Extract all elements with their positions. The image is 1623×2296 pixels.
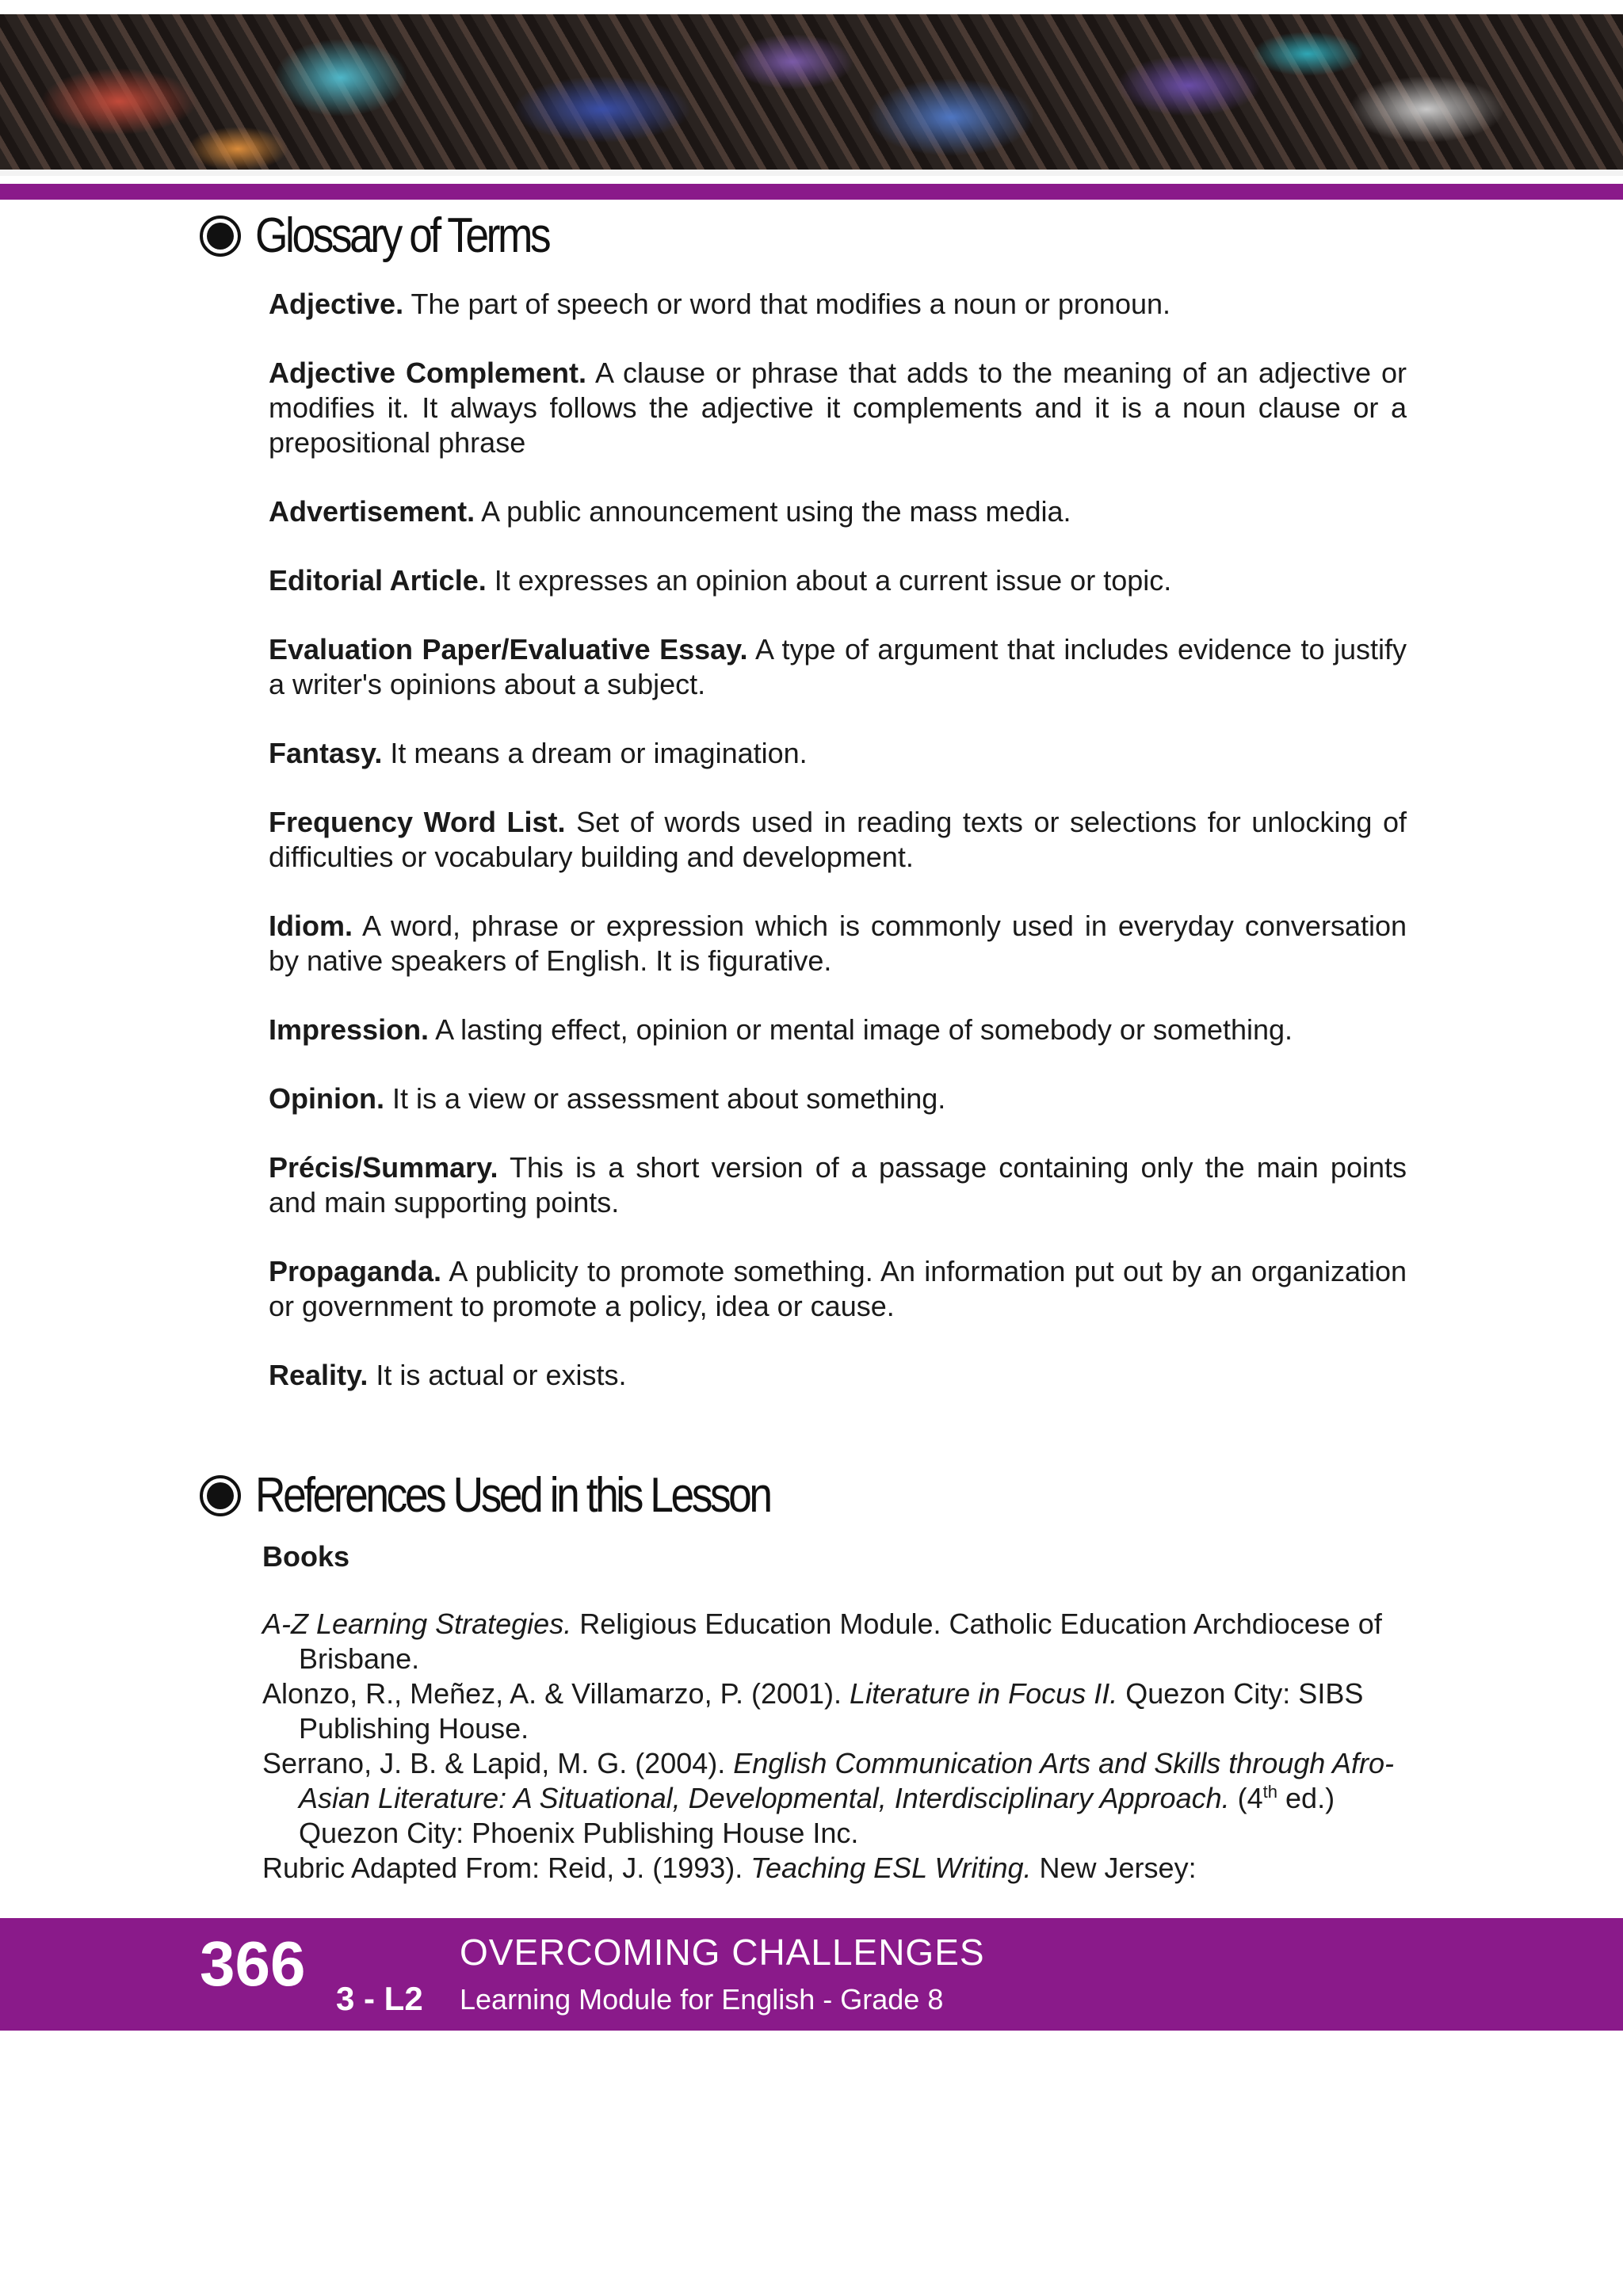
glossary-entry [269, 1358, 1407, 1393]
books-label: Books [262, 1540, 350, 1573]
glossary-definition: Set of words used in reading texts or selections for unlocking of difficulties or vocabulary building and development. [269, 806, 1407, 873]
glossary-term: Impression. [269, 1013, 430, 1046]
page-footer [0, 1918, 1623, 2031]
banner-edge [0, 170, 1623, 176]
glossary-definition: It is a view or assessment about something. [391, 1082, 946, 1115]
glossary-definition: A clause or phrase that adds to the meaning of an adjective or modifies it. It always follows the adjective it complements and it is a noun clause or a prepositional phrase [269, 357, 1407, 459]
glossary-definition: A lasting effect, opinion or mental image of somebody or something. [435, 1013, 1293, 1046]
glossary-term: Fantasy. [269, 737, 383, 769]
glossary-entry [269, 632, 1407, 702]
top-rule [0, 184, 1623, 200]
glossary-entry [269, 736, 1407, 771]
reference-title: Literature in Focus II. [850, 1677, 1118, 1710]
glossary-definition: A word, phrase or expression which is commonly used in everyday conversation by native speakers of English. It is figurative. [269, 910, 1407, 977]
glossary-term: Propaganda. [269, 1255, 442, 1287]
decorative-banner [0, 14, 1623, 170]
glossary-term: Reality. [269, 1359, 369, 1391]
reference-item [262, 1676, 1419, 1746]
reference-details: Quezon City: SIBS Publishing House. [299, 1677, 1364, 1745]
reference-authors: Rubric Adapted From: Reid, J. (1993). [262, 1852, 743, 1884]
reference-item [262, 1746, 1419, 1851]
reference-item [262, 1851, 1419, 1886]
reference-list [262, 1607, 1419, 1886]
reference-item [262, 1607, 1419, 1676]
glossary-definition: The part of speech or word that modifies a noun or pronoun. [411, 288, 1171, 320]
glossary-entry [269, 563, 1407, 598]
radio-bullet-icon [200, 1475, 241, 1516]
reference-details: ed.) Quezon City: Phoenix Publishing House Inc. [299, 1782, 1335, 1849]
glossary-entry [269, 356, 1407, 460]
reference-details: New Jersey: [1039, 1852, 1197, 1884]
glossary-definition: A type of argument that includes evidence to justify a writer's opinions about a subject. [269, 633, 1407, 700]
glossary-definition: A publicity to promote something. An information put out by an organization or government to promote a policy, idea or cause. [269, 1255, 1407, 1322]
reference-authors: Serrano, J. B. & Lapid, M. G. (2004). [262, 1747, 726, 1779]
glossary-entry [269, 1254, 1407, 1324]
glossary-list [269, 287, 1407, 1427]
reference-edition-superscript: th [1262, 1782, 1278, 1802]
glossary-definition: It means a dream or imagination. [390, 737, 808, 769]
glossary-definition: A public announcement using the mass media. [481, 495, 1071, 528]
glossary-term: Advertisement. [269, 495, 475, 528]
reference-edition: (4 [1237, 1782, 1263, 1814]
glossary-entry [269, 1081, 1407, 1116]
glossary-term: Idiom. [269, 910, 353, 942]
glossary-entry [269, 1013, 1407, 1047]
glossary-entry [269, 287, 1407, 322]
glossary-term: Frequency Word List. [269, 806, 566, 838]
module-code: 3 - L2 [336, 1980, 423, 2017]
glossary-definition: It is actual or exists. [376, 1359, 627, 1391]
glossary-term: Adjective. [269, 288, 404, 320]
glossary-entry [269, 909, 1407, 978]
reference-title: A-Z Learning Strategies. [262, 1608, 572, 1640]
glossary-term: Editorial Article. [269, 564, 487, 597]
footer-subtitle: Learning Module for English - Grade 8 [460, 1983, 944, 2016]
reference-authors: Alonzo, R., Meñez, A. & Villamarzo, P. (2001). [262, 1677, 842, 1710]
glossary-entry [269, 805, 1407, 875]
glossary-term: Adjective Complement. [269, 357, 587, 389]
references-title: References Used in this Lesson [255, 1468, 770, 1523]
radio-bullet-icon [200, 215, 241, 257]
glossary-heading [200, 208, 596, 264]
glossary-term: Evaluation Paper/Evaluative Essay. [269, 633, 748, 666]
reference-title: Teaching ESL Writing. [750, 1852, 1032, 1884]
reference-details: Religious Education Module. Catholic Education Archdiocese of Brisbane. [299, 1608, 1382, 1675]
glossary-definition: It expresses an opinion about a current issue or topic. [494, 564, 1172, 597]
glossary-title: Glossary of Terms [255, 208, 549, 263]
glossary-definition: This is a short version of a passage containing only the main points and main supporting points. [269, 1151, 1407, 1219]
glossary-term: Opinion. [269, 1082, 384, 1115]
footer-title: OVERCOMING CHALLENGES [460, 1932, 985, 1973]
glossary-entry [269, 494, 1407, 529]
references-heading [200, 1467, 854, 1524]
glossary-entry [269, 1150, 1407, 1220]
page-number: 366 [200, 1928, 306, 1999]
reference-title: English Communication Arts and Skills through Afro-Asian Literature: A Situational, Developmental, Interdisciplinary Approach. [299, 1747, 1394, 1814]
glossary-term: Précis/Summary. [269, 1151, 498, 1184]
